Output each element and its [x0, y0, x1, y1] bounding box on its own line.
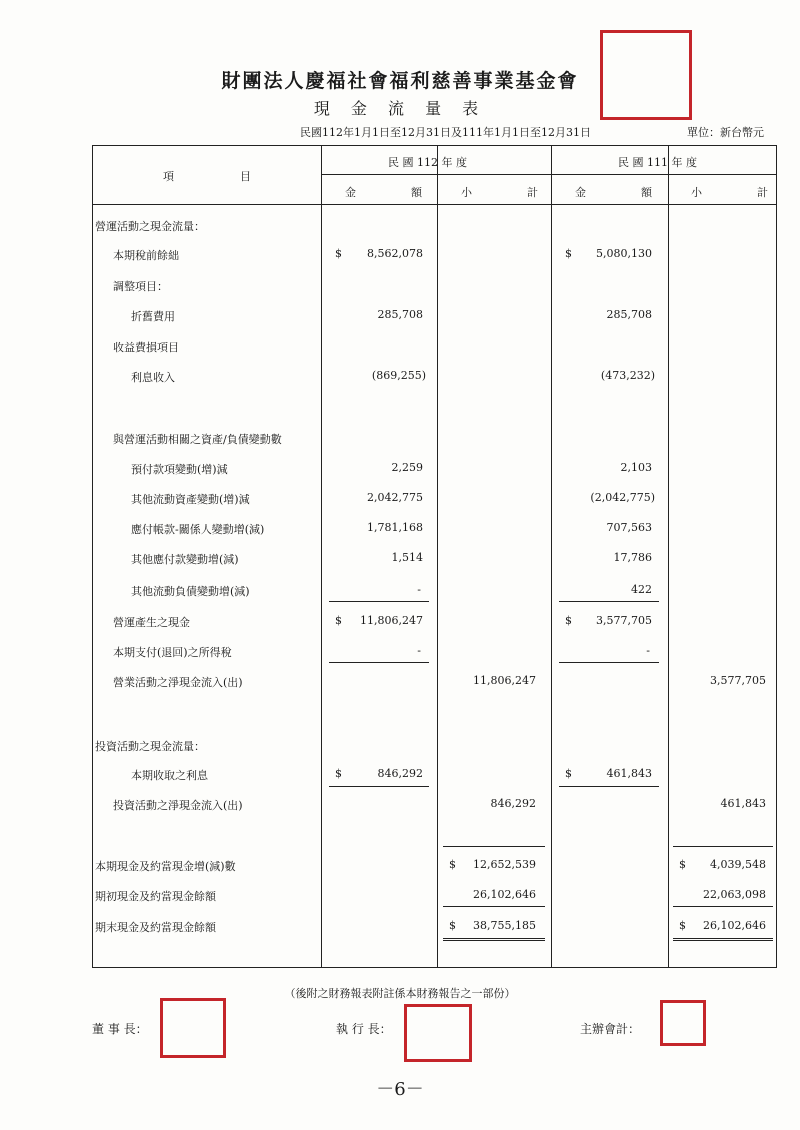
row-other-ca-111: (2,042,775) — [590, 491, 655, 504]
row-int-recv-112: 846,292 — [377, 767, 423, 780]
currency-sign: $ — [679, 858, 686, 871]
footnote: （後附之財務報表附註係本財務報告之一部份） — [284, 987, 516, 1000]
row-begin-label: 期初現金及約當現金餘額 — [95, 890, 216, 903]
row-op-net-112: 11,806,247 — [473, 674, 536, 687]
row-pretax-label: 本期稅前餘絀 — [113, 249, 179, 262]
report-period: 民國112年1月1日至12月31日及111年1月1日至12月31日 — [300, 126, 591, 139]
row-depr-112: 285,708 — [377, 308, 423, 321]
row-ap-rel-111: 707,563 — [606, 521, 652, 534]
row-ap-rel-112: 1,781,168 — [367, 521, 423, 534]
row-prepaid-112: 2,259 — [391, 461, 423, 474]
row-other-ca-112: 2,042,775 — [367, 491, 423, 504]
header-amount-111: 金 額 — [575, 186, 652, 199]
row-end-111: 26,102,646 — [703, 919, 766, 932]
currency-sign: $ — [449, 919, 456, 932]
row-other-pay-111: 17,786 — [613, 551, 652, 564]
row-cash-gen-111: 3,577,705 — [596, 614, 652, 627]
row-changes-label: 與營運活動相關之資產/負債變動數 — [113, 433, 282, 446]
report-title: 現 金 流 量 表 — [313, 99, 487, 118]
row-adjust-label: 調整項目： — [113, 280, 168, 293]
row-int-recv-111: 461,843 — [606, 767, 652, 780]
row-tax-112: - — [417, 644, 421, 657]
currency-sign: $ — [565, 247, 572, 260]
row-inv-net-111: 461,843 — [720, 797, 766, 810]
header-item: 項 目 — [163, 170, 251, 183]
row-revexp-label: 收益費損項目 — [113, 341, 179, 354]
row-interest-income-112: (869,255) — [371, 369, 426, 382]
header-amount-112: 金 額 — [345, 186, 422, 199]
row-tax-111: - — [646, 644, 650, 657]
row-ap-rel-label: 應付帳款-關係人變動增(減) — [131, 523, 265, 536]
row-inv-net-label: 投資活動之淨現金流入(出) — [113, 799, 243, 812]
currency-sign: $ — [335, 247, 342, 260]
row-depr-111: 285,708 — [606, 308, 652, 321]
row-begin-111: 22,063,098 — [703, 888, 766, 901]
section-investing: 投資活動之現金流量： — [95, 740, 205, 753]
row-pretax-112: 8,562,078 — [367, 247, 423, 260]
foundation-seal — [600, 30, 692, 120]
row-net-change-label: 本期現金及約當現金增(減)數 — [95, 860, 236, 873]
page-number: －6－ — [376, 1079, 424, 1100]
row-other-cl-111: 422 — [631, 583, 652, 596]
row-op-net-111: 3,577,705 — [710, 674, 766, 687]
row-tax-label: 本期支付(退回)之所得稅 — [113, 646, 232, 659]
currency-sign: $ — [565, 614, 572, 627]
header-subtotal-112: 小 計 — [461, 186, 538, 199]
row-net-change-112: 12,652,539 — [473, 858, 536, 871]
currency-unit: 單位：新台幣元 — [687, 126, 764, 139]
row-prepaid-111: 2,103 — [620, 461, 652, 474]
row-depr-label: 折舊費用 — [131, 310, 175, 323]
row-interest-income-label: 利息收入 — [131, 371, 175, 384]
report-org-title: 財團法人慶福社會福利慈善事業基金會 — [221, 70, 579, 92]
signature-accountant-label: 主辦會計： — [580, 1022, 641, 1036]
row-cash-gen-label: 營運產生之現金 — [113, 616, 190, 629]
section-operating: 營運活動之現金流量： — [95, 220, 205, 233]
row-op-net-label: 營業活動之淨現金流入(出) — [113, 676, 243, 689]
currency-sign: $ — [335, 614, 342, 627]
currency-sign: $ — [679, 919, 686, 932]
row-end-label: 期末現金及約當現金餘額 — [95, 921, 216, 934]
row-interest-income-111: (473,232) — [600, 369, 655, 382]
row-other-ca-label: 其他流動資產變動(增)減 — [131, 493, 250, 506]
ceo-seal — [404, 1004, 472, 1062]
cash-flow-table — [92, 145, 777, 968]
row-other-cl-112: - — [417, 583, 421, 596]
currency-sign: $ — [565, 767, 572, 780]
row-other-pay-112: 1,514 — [391, 551, 423, 564]
row-other-pay-label: 其他應付款變動增(減) — [131, 553, 239, 566]
row-int-recv-label: 本期收取之利息 — [131, 769, 208, 782]
row-end-112: 38,755,185 — [473, 919, 536, 932]
currency-sign: $ — [449, 858, 456, 871]
row-net-change-111: 4,039,548 — [710, 858, 766, 871]
row-cash-gen-112: 11,806,247 — [360, 614, 423, 627]
row-pretax-111: 5,080,130 — [596, 247, 652, 260]
row-prepaid-label: 預付款項變動(增)減 — [131, 463, 228, 476]
accountant-seal — [660, 1000, 706, 1046]
row-inv-net-112: 846,292 — [490, 797, 536, 810]
signature-chairman-label: 董 事 長： — [92, 1022, 148, 1036]
header-year-112: 民 國 112 年 度 — [388, 156, 467, 169]
currency-sign: $ — [335, 767, 342, 780]
row-other-cl-label: 其他流動負債變動增(減) — [131, 585, 250, 598]
signature-ceo-label: 執 行 長： — [336, 1022, 392, 1036]
header-year-111: 民 國 111 年 度 — [618, 156, 697, 169]
chairman-seal — [160, 998, 226, 1058]
header-subtotal-111: 小 計 — [691, 186, 768, 199]
row-begin-112: 26,102,646 — [473, 888, 536, 901]
